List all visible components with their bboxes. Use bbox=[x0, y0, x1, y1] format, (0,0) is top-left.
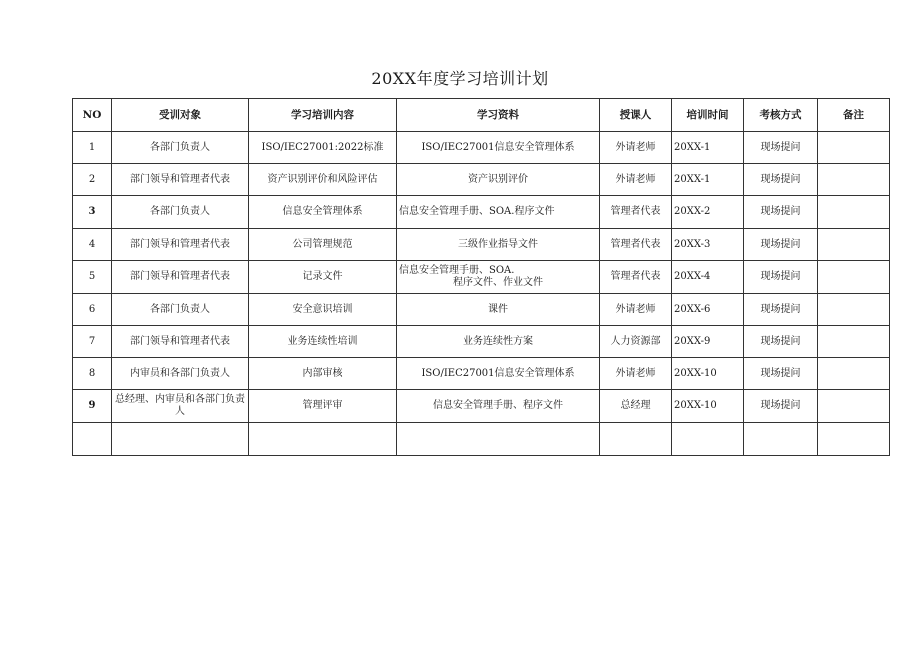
training-time-cell: 20XX-6 bbox=[672, 294, 744, 326]
training-content-cell: 内部审核 bbox=[249, 358, 397, 390]
training-time-cell: 20XX-4 bbox=[672, 261, 744, 294]
row-number-cell: 9 bbox=[73, 390, 112, 423]
training-time-cell: 20XX-10 bbox=[672, 358, 744, 390]
table-row bbox=[73, 326, 890, 358]
training-material-cell: 业务连续性方案 bbox=[397, 326, 600, 358]
remark-cell bbox=[818, 229, 890, 261]
training-target-cell: 内审员和各部门负责人 bbox=[112, 358, 249, 390]
empty-cell bbox=[249, 423, 397, 456]
training-target-cell: 各部门负责人 bbox=[112, 294, 249, 326]
assessment-method-cell: 现场提问 bbox=[744, 326, 818, 358]
instructor-cell: 人力资源部 bbox=[600, 326, 672, 358]
row-number-cell: 6 bbox=[73, 294, 112, 326]
instructor-cell: 管理者代表 bbox=[600, 229, 672, 261]
col-header-target: 受训对象 bbox=[112, 99, 249, 132]
table-row bbox=[73, 261, 890, 294]
training-content-cell: 公司管理规范 bbox=[249, 229, 397, 261]
remark-cell bbox=[818, 358, 890, 390]
remark-cell bbox=[818, 326, 890, 358]
assessment-method-cell: 现场提问 bbox=[744, 261, 818, 294]
row-number-cell: 1 bbox=[73, 132, 112, 164]
training-material-line: 信息安全管理手册、SOA. bbox=[399, 265, 515, 276]
empty-cell bbox=[112, 423, 249, 456]
assessment-method-cell: 现场提问 bbox=[744, 229, 818, 261]
col-header-note: 备注 bbox=[818, 99, 890, 132]
assessment-method-cell: 现场提问 bbox=[744, 132, 818, 164]
document-title: 20XX年度学习培训计划 bbox=[371, 69, 549, 88]
empty-table-row bbox=[73, 423, 890, 456]
instructor-cell: 外请老师 bbox=[600, 358, 672, 390]
remark-cell bbox=[818, 294, 890, 326]
col-header-no: NO bbox=[73, 99, 112, 132]
training-target-cell: 各部门负责人 bbox=[112, 196, 249, 229]
instructor-cell: 管理者代表 bbox=[600, 261, 672, 294]
training-target-cell: 部门领导和管理者代表 bbox=[112, 326, 249, 358]
table-row bbox=[73, 390, 890, 423]
training-target-cell: 总经理、内审员和各部门负责人 bbox=[112, 390, 249, 423]
training-target-cell: 部门领导和管理者代表 bbox=[112, 229, 249, 261]
training-material-cell: ISO/IEC27001信息安全管理体系 bbox=[397, 132, 600, 164]
remark-cell bbox=[818, 196, 890, 229]
col-header-teacher: 授课人 bbox=[600, 99, 672, 132]
empty-cell bbox=[672, 423, 744, 456]
col-header-content: 学习培训内容 bbox=[249, 99, 397, 132]
training-time-cell: 20XX-9 bbox=[672, 326, 744, 358]
training-time-cell: 20XX-1 bbox=[672, 164, 744, 196]
empty-cell bbox=[600, 423, 672, 456]
empty-cell bbox=[818, 423, 890, 456]
training-time-cell: 20XX-3 bbox=[672, 229, 744, 261]
row-number-cell: 4 bbox=[73, 229, 112, 261]
empty-cell bbox=[73, 423, 112, 456]
empty-cell bbox=[397, 423, 600, 456]
training-content-cell: 记录文件 bbox=[249, 261, 397, 294]
instructor-cell: 管理者代表 bbox=[600, 196, 672, 229]
remark-cell bbox=[818, 390, 890, 423]
row-number-cell: 7 bbox=[73, 326, 112, 358]
empty-cell bbox=[744, 423, 818, 456]
training-target-cell: 部门领导和管理者代表 bbox=[112, 164, 249, 196]
training-target-cell: 部门领导和管理者代表 bbox=[112, 261, 249, 294]
training-material-cell: 资产识别评价 bbox=[397, 164, 600, 196]
table-row bbox=[73, 229, 890, 261]
instructor-cell: 外请老师 bbox=[600, 132, 672, 164]
training-content-cell: 业务连续性培训 bbox=[249, 326, 397, 358]
assessment-method-cell: 现场提问 bbox=[744, 390, 818, 423]
table-row bbox=[73, 164, 890, 196]
training-material-cell: 信息安全管理手册、程序文件 bbox=[397, 390, 600, 423]
instructor-cell: 外请老师 bbox=[600, 294, 672, 326]
training-material-cell: 信息安全管理手册、SOA.程序文件 bbox=[397, 196, 600, 229]
training-material-line: 程序文件、作业文件 bbox=[453, 277, 543, 288]
remark-cell bbox=[818, 132, 890, 164]
col-header-assessment: 考核方式 bbox=[744, 99, 818, 132]
training-material-cell bbox=[397, 261, 600, 294]
training-content-cell: 资产识别评价和风险评估 bbox=[249, 164, 397, 196]
training-time-cell: 20XX-2 bbox=[672, 196, 744, 229]
assessment-method-cell: 现场提问 bbox=[744, 294, 818, 326]
row-number-cell: 2 bbox=[73, 164, 112, 196]
training-time-cell: 20XX-10 bbox=[672, 390, 744, 423]
training-material-cell: ISO/IEC27001信息安全管理体系 bbox=[397, 358, 600, 390]
row-number-cell: 8 bbox=[73, 358, 112, 390]
col-header-material: 学习资料 bbox=[397, 99, 600, 132]
assessment-method-cell: 现场提问 bbox=[744, 196, 818, 229]
table-body bbox=[73, 132, 890, 456]
training-material-cell: 三级作业指导文件 bbox=[397, 229, 600, 261]
table-header-row bbox=[73, 99, 890, 132]
training-material-cell: 课件 bbox=[397, 294, 600, 326]
assessment-method-cell: 现场提问 bbox=[744, 164, 818, 196]
instructor-cell: 外请老师 bbox=[600, 164, 672, 196]
training-time-cell: 20XX-1 bbox=[672, 132, 744, 164]
table-row bbox=[73, 196, 890, 229]
remark-cell bbox=[818, 164, 890, 196]
assessment-method-cell: 现场提问 bbox=[744, 358, 818, 390]
training-target-cell: 各部门负责人 bbox=[112, 132, 249, 164]
table-row bbox=[73, 294, 890, 326]
row-number-cell: 5 bbox=[73, 261, 112, 294]
training-content-cell: 管理评审 bbox=[249, 390, 397, 423]
row-number-cell: 3 bbox=[73, 196, 112, 229]
table-row bbox=[73, 132, 890, 164]
training-content-cell: 信息安全管理体系 bbox=[249, 196, 397, 229]
training-content-cell: 安全意识培训 bbox=[249, 294, 397, 326]
instructor-cell: 总经理 bbox=[600, 390, 672, 423]
col-header-time: 培训时间 bbox=[672, 99, 744, 132]
table-row bbox=[73, 358, 890, 390]
remark-cell bbox=[818, 261, 890, 294]
training-content-cell: ISO/IEC27001:2022标准 bbox=[249, 132, 397, 164]
training-plan-table bbox=[72, 98, 890, 456]
